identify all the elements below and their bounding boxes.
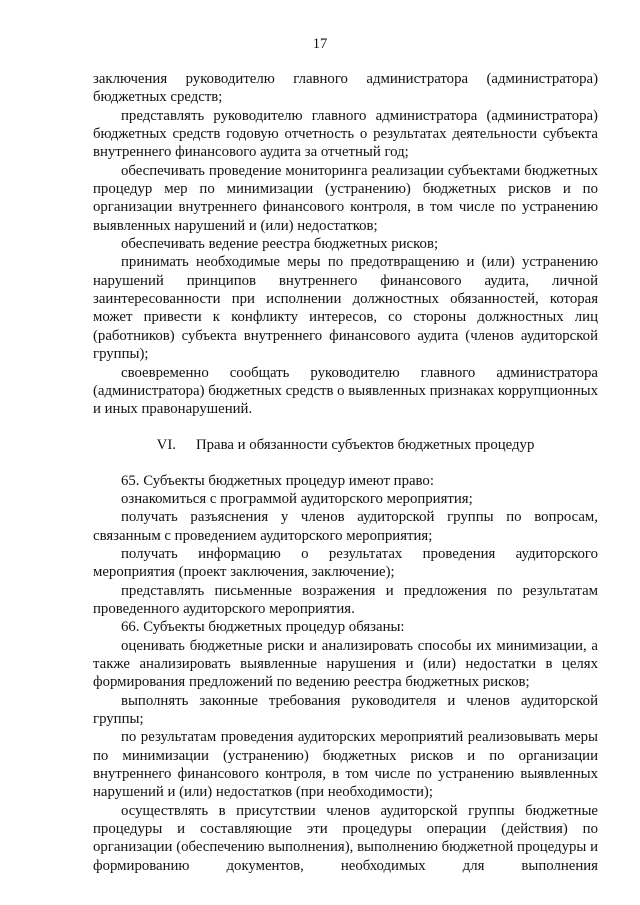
paragraph: 66. Субъекты бюджетных процедур обязаны:: [121, 619, 405, 636]
paragraph: ознакомиться с программой аудиторского мероприятия;: [121, 490, 473, 507]
paragraph: заключения руководителю главного администратора (администратора) бюджетных средств;: [93, 71, 598, 106]
paragraph: своевременно сообщать руководителю главного администратора (администратора) бюджетных средств о выявленных признаках коррупционных и иных правонарушений.: [93, 364, 598, 418]
paragraph: 65. Субъекты бюджетных процедур имеют право:: [121, 472, 434, 489]
paragraph: представлять руководителю главного администратора (администратора) бюджетных средств годовую отчетность о результатах деятельности субъекта внутреннего финансового аудита за отчетный год;: [93, 107, 598, 161]
paragraph: выполнять законные требования руководителя и членов аудиторской группы;: [93, 692, 598, 727]
paragraph: получать информацию о результатах проведения аудиторского мероприятия (проект заключения, заключение);: [93, 545, 598, 581]
document-body: [93, 70, 598, 875]
paragraphs-after: [93, 472, 598, 876]
section-number: VI.: [156, 436, 176, 453]
page-number: 17: [312, 36, 328, 52]
paragraph: обеспечивать ведение реестра бюджетных рисков;: [121, 236, 439, 253]
paragraph: осуществлять в присутствии членов аудиторской группы бюджетные процедуры и составляющие эти процедуры операции (действия) по организации (обеспечению выполнения), выполнению бюджетной процедуры и формированию документов, необходимых для выполнения: [93, 802, 598, 874]
paragraph: получать разъяснения у членов аудиторской группы по вопросам, связанным с проведением аудиторского мероприятия;: [93, 509, 598, 544]
paragraph: по результатам проведения аудиторских мероприятий реализовывать меры по минимизации (устранению) бюджетных рисков и по организации внутреннего финансового контроля, в том числе по устранению выявленных нарушений и (или) недостатков (при необходимости);: [93, 729, 598, 801]
section-title: Права и обязанности субъектов бюджетных процедур: [195, 436, 535, 453]
paragraphs-before: [93, 70, 598, 419]
paragraph: обеспечивать проведение мониторинга реализации субъектами бюджетных процедур мер по минимизации (устранению) бюджетных рисков и по организации внутреннего финансового контроля, в том числе по устранению выявленных нарушений и (или) недостатков;: [93, 162, 598, 234]
paragraph: оценивать бюджетные риски и анализировать способы их минимизации, а также анализировать выявленные нарушения и (или) недостатки в целях формирования предложений по ведению реестра бюджетных рисков;: [93, 637, 598, 691]
section-heading: [93, 436, 598, 454]
paragraph: представлять письменные возражения и предложения по результатам проведенного аудиторского мероприятия.: [93, 582, 598, 617]
paragraph: принимать необходимые меры по предотвращению и (или) устранению нарушений принципов внутреннего финансового аудита, личной заинтересованности при исполнении должностных обязанностей, которая может привести к конфликту интересов, со стороны должностных лиц (работников) субъекта внутреннего финансового аудита (членов аудиторской группы);: [93, 254, 598, 363]
